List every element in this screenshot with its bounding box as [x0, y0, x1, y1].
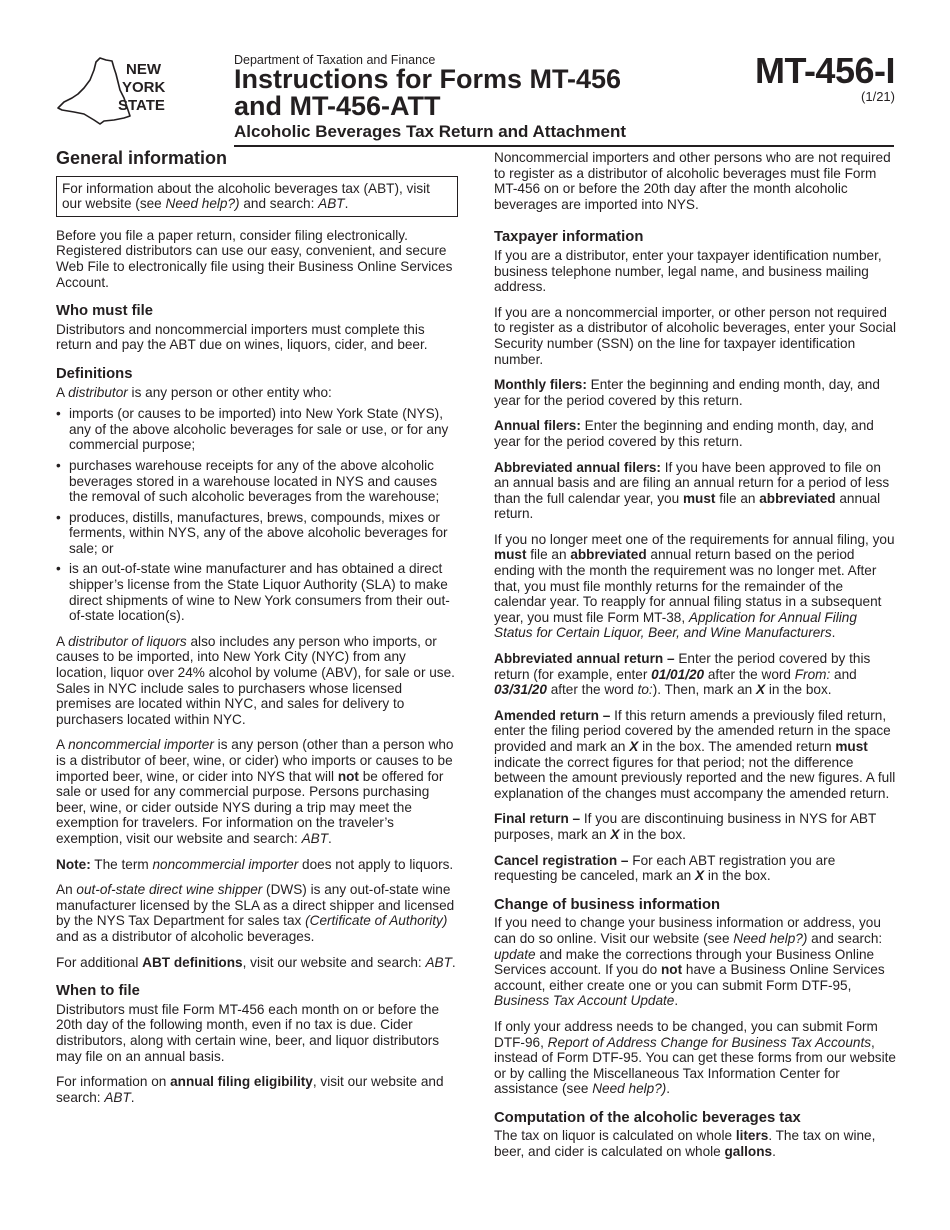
list-item: • produces, distills, manufactures, brews, compounds, mixes or ferments, within NYS, any of the above alcoholic beverages for sale; or: [56, 510, 458, 557]
website-info-box: For information about the alcoholic beverages tax (ABT), visit our website (see Need help?) and search: ABT.: [56, 176, 458, 217]
noncommercial-filing-paragraph: Noncommercial importers and other persons who are not required to register as a distributor of alcoholic beverages must file Form MT-456 on or before the 20th day after the month alcoholic beverages are imported into NYS.: [494, 150, 891, 212]
right-column: [494, 150, 896, 1170]
computation-paragraph: The tax on liquor is calculated on whole liters. The tax on wine, beer, and cider is calculated on whole gallons.: [494, 1128, 876, 1160]
who-must-file-heading: Who must file: [56, 303, 153, 320]
computation-heading: Computation of the alcoholic beverages tax: [494, 1109, 801, 1126]
cancel-registration-paragraph: Cancel registration – For each ABT registration you are requesting be canceled, mark an X in the box.: [494, 852, 836, 884]
final-return-paragraph: Final return – If you are discontinuing business in NYS for ABT purposes, mark an X in the box.: [494, 811, 877, 842]
amended-return-paragraph: Amended return – If this return amends a previously filed return, enter the filing period covered by the amended return in the space provided and mark an X in the box. The amended return must indicate the correct figures for that period; not the difference between the amount previously reported and the new figures. A full explanation of the changes must accompany the amended return.: [494, 707, 896, 801]
header-rule: [234, 145, 894, 147]
list-item: • imports (or causes to be imported) into New York State (NYS), any of the above alcoholic beverages for sale or use, or for any commercial purpose;: [56, 406, 458, 453]
note-paragraph: Note: The term noncommercial importer does not apply to liquors.: [56, 856, 454, 872]
list-item: • purchases warehouse receipts for any of the above alcoholic beverages stored in a warehouse located in NYS and causes the removal of such alcoholic beverages from the warehouse;: [56, 458, 458, 505]
list-item: • is an out-of-state wine manufacturer and has obtained a direct shipper’s license from the State Liquor Authority (SLA) to make direct shipments of wine to New York consumers from their out-of-state location(s).: [56, 561, 458, 623]
distributor-definition-intro: A distributor is any person or other entity who:: [56, 384, 332, 400]
left-column: [56, 150, 458, 1115]
svg-text:YORK: YORK: [122, 79, 166, 96]
svg-text:NEW: NEW: [126, 61, 161, 78]
direct-wine-shipper-paragraph: An out-of-state direct wine shipper (DWS) is any out-of-state wine manufacturer licensed by the SLA as a direct shipper and licensed by the NYS Tax Department for sales tax (Certificate of Authority) and as a distributor of alcoholic beverages.: [56, 882, 455, 944]
abbreviated-return-paragraph: Abbreviated annual return – Enter the period covered by this return (for example, enter 01/01/20 after the word From: and 03/31/20 after the word to:). Then, mark an X in the box.: [494, 651, 871, 698]
distributor-of-liquors-paragraph: A distributor of liquors also includes any person who imports, or causes to be imported, into New York City (NYC) from any location, liquor over 24% alcohol by volume (ABV), for sale or use. Sales in NYC include sales to purchasers whose licensed premises are located within NYC, and sales for delivery to purchasers located within NYC.: [56, 633, 455, 727]
taxpayer-information-heading: Taxpayer information: [494, 229, 644, 246]
form-id: MT-456-I: [754, 50, 895, 91]
document-title: [234, 66, 704, 120]
new-york-state-logo: [54, 54, 174, 128]
additional-definitions-paragraph: For additional ABT definitions, visit our website and search: ABT.: [56, 954, 456, 970]
general-information-heading: General information: [56, 148, 228, 168]
annual-filers-paragraph: Annual filers: Enter the beginning and ending month, day, and year for the period covered by this return.: [494, 418, 874, 449]
monthly-filers-paragraph: Monthly filers: Enter the beginning and ending month, day, and year for the period covered by this return.: [494, 377, 880, 408]
taxpayer-ssn-paragraph: If you are a noncommercial importer, or other person not required to register as a distributor of alcoholic beverages, enter your Social Security number (SSN) on the line for taxpayer identification number.: [494, 304, 896, 367]
distributor-criteria-list: [56, 406, 458, 624]
page-header: [0, 0, 950, 145]
annual-filing-eligibility-paragraph: For information on annual filing eligibility, visit our website and search: ABT.: [56, 1074, 444, 1105]
definitions-heading: Definitions: [56, 365, 133, 382]
svg-text:STATE: STATE: [118, 97, 165, 114]
electronic-filing-paragraph: Before you file a paper return, consider filing electronically. Registered distributors can use our easy, convenient, and secure Web File to electronically file using their Business Online Services Account.: [56, 227, 453, 290]
taxpayer-distributor-paragraph: If you are a distributor, enter your taxpayer identification number, business telephone number, legal name, and business mailing address.: [494, 247, 882, 295]
change-business-info-heading: Change of business information: [494, 896, 721, 913]
noncommercial-importer-paragraph: A noncommercial importer is any person (other than a person who is a distributor of beer, wine, or cider) who imports or causes to be imported beer, wine, or cider into NYS that will not be offered for sale or used for any commercial purpose. Persons purchasing beer, wine, or cider outside NYS during a trip may meet the exemption for travelers. For information on the traveler’s exemption, visit our website and search: ABT.: [56, 737, 454, 846]
who-must-file-text: Distributors and noncommercial importers must complete this return and pay the ABT due on wines, liquors, cider, and beer.: [56, 321, 428, 353]
when-to-file-heading: When to file: [56, 983, 140, 1000]
document-subtitle: Alcoholic Beverages Tax Return and Attachment: [234, 122, 627, 141]
address-change-paragraph: If only your address needs to be changed, you can submit Form DTF-96, Report of Address Change for Business Tax Accounts, instead of Form DTF-95. You can get these forms from our website or by calling the Miscellaneous Tax Information Center for assistance (see Need help?).: [494, 1018, 896, 1097]
change-business-info-paragraph: If you need to change your business information or address, you can do so online. Visit our website (see Need help?) and search: update and make the corrections through your Business Online Services account. If you do not have a Business Online Services account, either create one or you can submit Form DTF-95, Business Tax Account Update.: [494, 915, 885, 1009]
no-longer-meet-paragraph: If you no longer meet one of the requirements for annual filing, you must file an abbreviated annual return based on the period ending with the month the requirement was no longer met. After that, you must file monthly returns for the remainder of the calendar year. To reapply for annual filing status in a subsequent year, you must file Form MT-38, Application for Annual Filing Status for Certain Liquor, Beer, and Wine Manufacturers.: [494, 531, 895, 641]
abbreviated-filers-paragraph: Abbreviated annual filers: If you have been approved to file on an annual basis and are filing an annual return for a period of less than the full calendar year, you must file an abbreviated annual return.: [494, 459, 890, 522]
title-line-2: and MT-456-ATT: [234, 91, 441, 121]
form-revision-date: (1/21): [861, 89, 895, 104]
title-line-1: Instructions for Forms MT-456: [234, 64, 622, 94]
when-to-file-text: Distributors must file Form MT-456 each month on or before the 20th day of the following month, even if no tax is due. Cider distributors, along with certain wine, beer, and liquor distributors may file on an annual basis.: [56, 1001, 440, 1064]
department-name: Department of Taxation and Finance: [234, 53, 436, 67]
